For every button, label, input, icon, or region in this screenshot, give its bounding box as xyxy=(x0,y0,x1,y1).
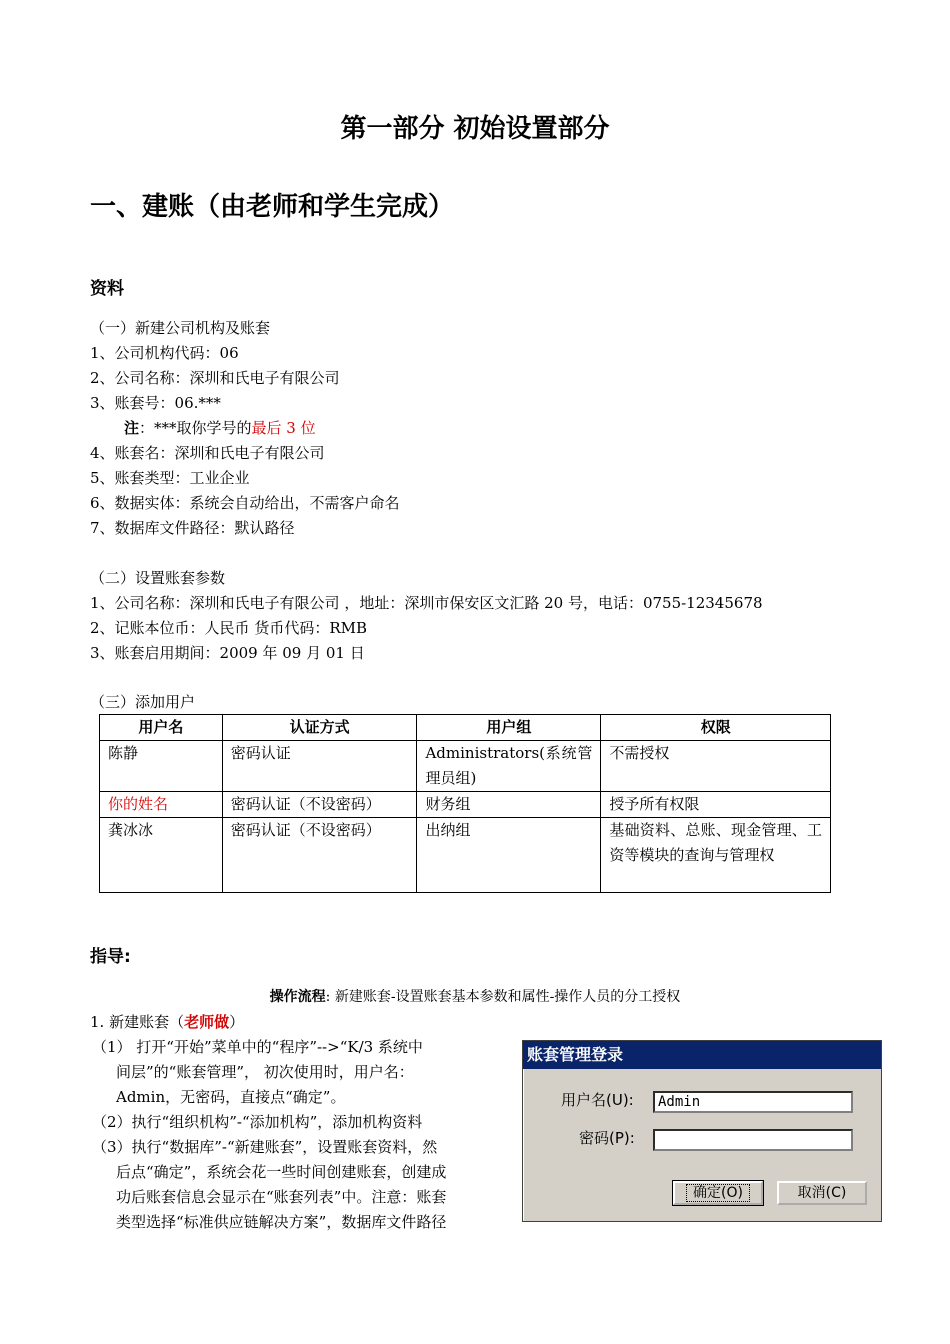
flow-line xyxy=(0,986,950,1006)
step-line: 间层”的“账套管理”， 初次使用时，用户名： xyxy=(116,1063,414,1081)
table-cell: 密码认证 xyxy=(222,741,417,792)
column-header: 用户组 xyxy=(417,715,601,741)
note-line xyxy=(124,416,316,441)
users-table xyxy=(99,714,831,893)
table-row xyxy=(100,741,831,792)
login-dialog xyxy=(522,1040,882,1222)
step-line: （3）执行“数据库”-“新建账套”，设置账套资料，然 xyxy=(92,1138,438,1156)
step1-red: 老师做 xyxy=(184,1013,230,1031)
sub1-item: 6、数据实体：系统会自动给出，不需客户命名 xyxy=(90,494,400,512)
sub2-item: 1、公司名称：深圳和氏电子有限公司 ，地址：深圳市保安区文汇路 20 号，电话：0755-12345678 xyxy=(90,594,763,612)
flow-text: : 新建账套-设置账套基本参数和属性-操作人员的分工授权 xyxy=(325,989,681,1005)
table-cell: 你的姓名 xyxy=(100,792,223,818)
sub1-item: 4、账套名：深圳和氏电子有限公司 xyxy=(90,444,325,462)
sub1-item: 3、账套号：06.*** xyxy=(90,394,221,412)
sub2-item: 2、记账本位币：人民币 货币代码：RMB xyxy=(90,619,367,637)
step-line: （2）执行“组织机构”-“添加机构”，添加机构资料 xyxy=(92,1113,423,1131)
note-text: ：***取你学号的 xyxy=(139,419,252,437)
table-cell: 密码认证（不设密码） xyxy=(222,792,417,818)
column-header: 认证方式 xyxy=(222,715,417,741)
table-cell: 龚冰冰 xyxy=(100,818,223,893)
sub1-item: 2、公司名称：深圳和氏电子有限公司 xyxy=(90,369,340,387)
username-input[interactable]: Admin xyxy=(653,1091,853,1113)
cancel-button[interactable]: 取消(C) xyxy=(777,1181,867,1205)
step1-prefix: 1. 新建账套（ xyxy=(90,1013,185,1031)
table-cell: 财务组 xyxy=(417,792,601,818)
sub1-item: 1、公司机构代码：06 xyxy=(90,344,239,362)
sub2-item: 3、账套启用期间：2009 年 09 月 01 日 xyxy=(90,644,365,662)
table-cell: 密码认证（不设密码） xyxy=(222,818,417,893)
part-title: 第一部分 初始设置部分 xyxy=(340,114,610,144)
password-label: 密码(P): xyxy=(579,1129,635,1147)
column-header: 用户名 xyxy=(100,715,223,741)
table-cell: 授予所有权限 xyxy=(601,792,831,818)
step-line: 后点“确定”，系统会花一些时间创建账套，创建成 xyxy=(116,1163,447,1181)
step1-line xyxy=(90,1010,244,1035)
sub3-heading: （三）添加用户 xyxy=(90,693,196,711)
sub2-heading: （二）设置账套参数 xyxy=(90,569,226,587)
materials-heading: 资料 xyxy=(90,279,124,299)
note-label: 注 xyxy=(124,419,140,437)
column-header: 权限 xyxy=(601,715,831,741)
table-cell: 基础资料、总账、现金管理、工资等模块的查询与管理权 xyxy=(601,818,831,893)
dialog-title: 账套管理登录 xyxy=(523,1041,881,1069)
sub1-item: 5、账套类型：工业企业 xyxy=(90,469,250,487)
sub1-item: 7、数据库文件路径：默认路径 xyxy=(90,519,295,537)
sub1-heading: （一）新建公司机构及账套 xyxy=(90,319,271,337)
step-line: （1） 打开“开始”菜单中的“程序”-->“K/3 系统中 xyxy=(92,1038,423,1056)
note-red-text: 最后 3 位 xyxy=(251,419,316,437)
step1-suffix: ） xyxy=(229,1013,245,1031)
table-cell: 出纳组 xyxy=(417,818,601,893)
table-cell: 陈静 xyxy=(100,741,223,792)
table-row xyxy=(100,818,831,893)
step-line: Admin，无密码，直接点“确定”。 xyxy=(116,1088,346,1106)
guide-heading: 指导: xyxy=(90,947,131,967)
ok-button[interactable] xyxy=(673,1181,763,1205)
section-title: 一、建账（由老师和学生完成） xyxy=(90,192,455,222)
table-header-row xyxy=(100,715,831,741)
password-input[interactable] xyxy=(653,1129,853,1151)
flow-label: 操作流程 xyxy=(269,989,326,1005)
table-row xyxy=(100,792,831,818)
table-cell: 不需授权 xyxy=(601,741,831,792)
table-cell: Administrators(系统管理员组) xyxy=(417,741,601,792)
username-label: 用户名(U): xyxy=(561,1091,634,1109)
step-line: 类型选择“标准供应链解决方案”，数据库文件路径 xyxy=(116,1213,447,1231)
ok-button-label: 确定(O) xyxy=(686,1184,750,1202)
step-line: 功后账套信息会显示在“账套列表”中。注意：账套 xyxy=(116,1188,447,1206)
